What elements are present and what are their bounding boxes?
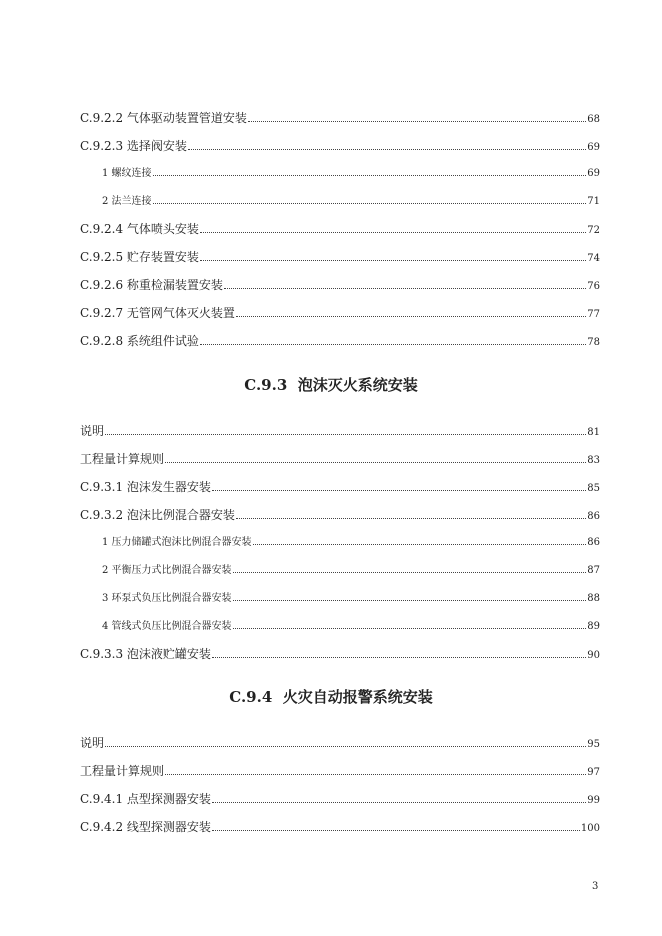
dot-leader <box>224 287 586 289</box>
toc-entry-label: 1 螺纹连接 <box>102 168 152 179</box>
toc-subentry <box>102 591 600 607</box>
toc-entry <box>80 138 600 156</box>
section-heading: C.9.4 火灾自动报警系统安装 <box>229 688 433 706</box>
toc-entry <box>80 735 600 753</box>
toc-entry <box>80 819 600 837</box>
toc-entry-label: 3 环泵式负压比例混合器安装 <box>102 593 232 604</box>
toc-entry <box>80 451 600 469</box>
dot-leader <box>165 773 586 775</box>
toc-entry-page: 88 <box>587 593 600 604</box>
dot-leader <box>233 599 587 601</box>
toc-entry-page: 100 <box>580 823 600 834</box>
dot-leader <box>212 801 586 803</box>
toc-entry-label: 4 管线式负压比例混合器安装 <box>102 621 232 632</box>
toc-subentry <box>102 619 600 635</box>
toc-entry-page: 69 <box>587 168 600 179</box>
toc-entry <box>80 763 600 781</box>
dot-leader <box>233 571 587 573</box>
dot-leader <box>200 259 586 261</box>
toc-entry-label: C.9.2.3 选择阀安装 <box>80 139 187 153</box>
dot-leader <box>153 202 587 204</box>
toc-entry <box>80 333 600 351</box>
dot-leader <box>105 745 586 747</box>
toc-entry-page: 99 <box>587 795 600 806</box>
toc-entry <box>80 110 600 128</box>
toc-entry-page: 72 <box>587 225 600 236</box>
toc-entry <box>80 305 600 323</box>
toc-entry-label: C.9.4.2 线型探测器安装 <box>80 820 211 834</box>
toc-entry-label: C.9.2.5 贮存装置安装 <box>80 250 199 264</box>
toc-entry-label: C.9.2.7 无管网气体灭火装置 <box>80 306 235 320</box>
toc-entry <box>80 221 600 239</box>
page-number: 3 <box>592 881 599 892</box>
toc-entry-page: 68 <box>587 114 600 125</box>
toc-entry-label: C.9.3.2 泡沫比例混合器安装 <box>80 508 235 522</box>
toc-entry-label: C.9.4.1 点型探测器安装 <box>80 792 211 806</box>
toc-entry-page: 90 <box>587 650 600 661</box>
toc-entry-page: 77 <box>587 309 600 320</box>
dot-leader <box>212 656 586 658</box>
toc-entry <box>80 423 600 441</box>
toc-entry-page: 74 <box>587 253 600 264</box>
toc-entry-label: 说明 <box>80 736 105 750</box>
toc-entry-label: C.9.2.6 称重检漏装置安装 <box>80 278 223 292</box>
toc-entry <box>80 646 600 664</box>
toc-entry-label: C.9.2.2 气体驱动装置管道安装 <box>80 111 247 125</box>
toc-entry-page: 87 <box>587 565 600 576</box>
toc-entry-page: 76 <box>587 281 600 292</box>
toc-entry <box>80 249 600 267</box>
dot-leader <box>236 517 586 519</box>
dot-leader <box>236 315 586 317</box>
toc-entry-label: C.9.2.4 气体喷头安装 <box>80 222 199 236</box>
toc-entry-page: 81 <box>587 427 600 438</box>
dot-leader <box>253 543 587 545</box>
toc-entry <box>80 479 600 497</box>
dot-leader <box>212 829 580 831</box>
toc-entry-label: C.9.2.8 系统组件试验 <box>80 334 199 348</box>
toc-entry-label: 2 法兰连接 <box>102 196 152 207</box>
toc-entry-label: 工程量计算规则 <box>80 764 165 778</box>
toc-entry-label: 说明 <box>80 424 105 438</box>
toc-entry-label: 工程量计算规则 <box>80 452 165 466</box>
dot-leader <box>233 627 587 629</box>
toc-entry-page: 89 <box>587 621 600 632</box>
toc-entry-label: 2 平衡压力式比例混合器安装 <box>102 565 232 576</box>
toc-subentry <box>102 194 600 210</box>
toc-entry <box>80 791 600 809</box>
toc-entry-page: 86 <box>587 537 600 548</box>
toc-entry-page: 83 <box>587 455 600 466</box>
toc-subentry <box>102 563 600 579</box>
toc-entry <box>80 507 600 525</box>
toc-subentry <box>102 535 600 551</box>
toc-entry-page: 71 <box>587 196 600 207</box>
dot-leader <box>200 343 586 345</box>
toc-entry-page: 78 <box>587 337 600 348</box>
toc-subentry <box>102 166 600 182</box>
dot-leader <box>200 231 586 233</box>
toc-entry-page: 95 <box>587 739 600 750</box>
dot-leader <box>153 174 587 176</box>
toc-entry-page: 97 <box>587 767 600 778</box>
toc-entry-label: 1 压力储罐式泡沫比例混合器安装 <box>102 537 252 548</box>
dot-leader <box>248 120 586 122</box>
toc-entry-page: 86 <box>587 511 600 522</box>
section-heading: C.9.3 泡沫灭火系统安装 <box>244 376 418 394</box>
dot-leader <box>212 489 586 491</box>
toc-entry-page: 69 <box>587 142 600 153</box>
toc-entry-label: C.9.3.1 泡沫发生器安装 <box>80 480 211 494</box>
toc-entry <box>80 277 600 295</box>
dot-leader <box>105 433 586 435</box>
toc-entry-label: C.9.3.3 泡沫液贮罐安装 <box>80 647 211 661</box>
dot-leader <box>165 461 586 463</box>
toc-entry-page: 85 <box>587 483 600 494</box>
dot-leader <box>188 148 586 150</box>
